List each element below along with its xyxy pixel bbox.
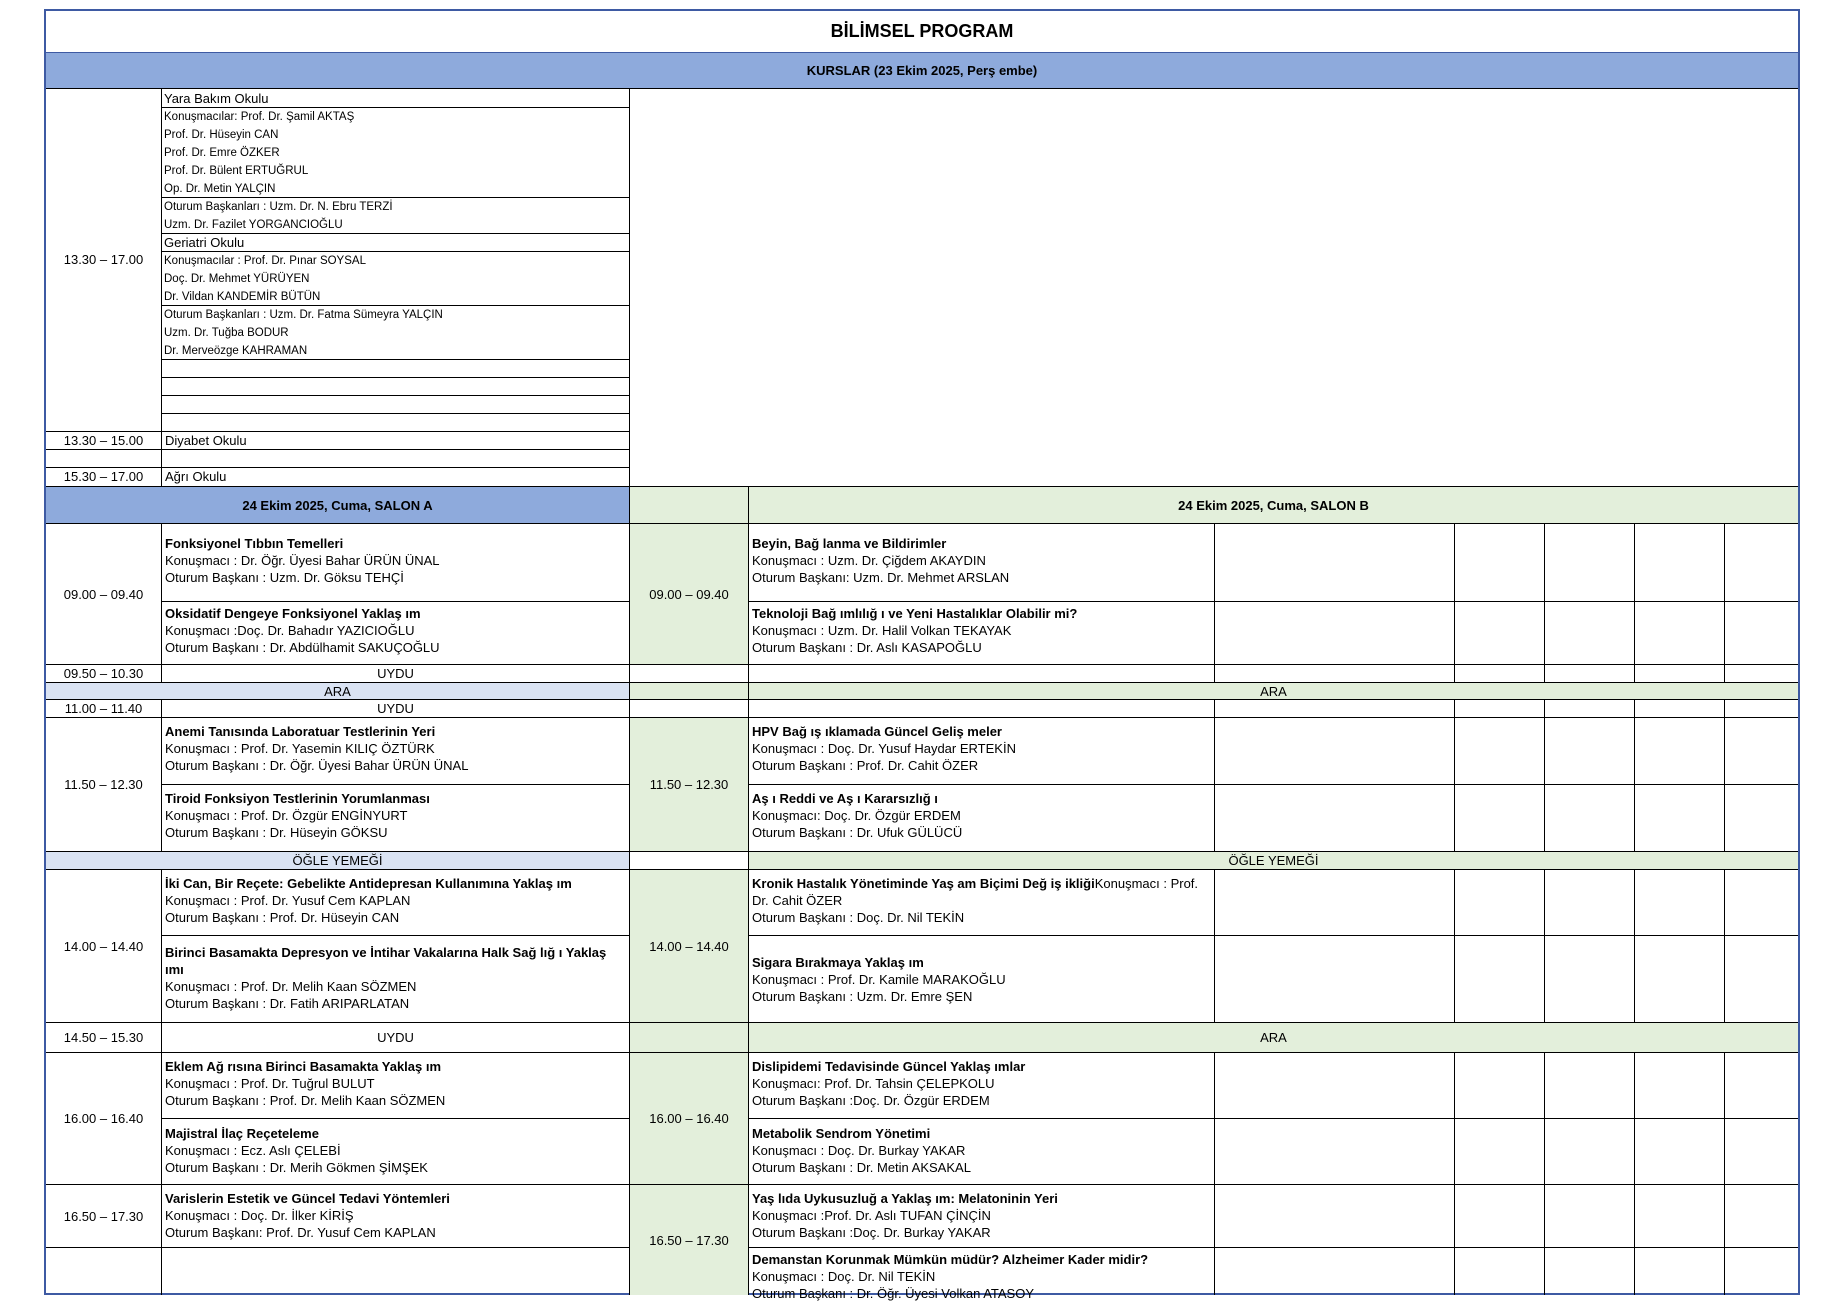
- session-a6: Birinci Basamakta Depresyon ve İntihar Vakalarına Halk Sağ lığ ı Yaklaş ımı Konuşmacı : Prof. Dr. Melih Kaan SÖZMEN Oturum Başkanı : Dr. Fatih ARIPARLATAN: [165, 945, 607, 1011]
- slot2-time: 11.50 – 12.30: [64, 777, 143, 792]
- page-title: BİLİMSEL PROGRAM: [46, 11, 1798, 53]
- course-line: Uzm. Dr. Fazilet YORGANCIOĞLU: [164, 219, 343, 231]
- session-a9: Varislerin Estetik ve Güncel Tedavi Yöntemleri Konuşmacı : Doç. Dr. İlker KİRİŞ Oturum Başkanı: Prof. Dr. Yusuf Cem KAPLAN: [165, 1191, 450, 1240]
- session-b5: Kronik Hastalık Yönetiminde Yaş am Biçimi Değ iş ikliğiKonuşmacı : Prof. Dr. Cahit ÖZER Oturum Başkanı : Doç. Dr. Nil TEKİN: [752, 876, 1199, 925]
- program-table: [44, 9, 1800, 1301]
- slot5-time: 16.50 – 17.30: [63, 1208, 144, 1224]
- session-b3: HPV Bağ ış ıklamada Güncel Geliş meler Konuşmacı : Doç. Dr. Yusuf Haydar ERTEKİN Oturum Başkanı : Prof. Dr. Cahit ÖZER: [752, 724, 1016, 773]
- course-line: Prof. Dr. Hüseyin CAN: [164, 129, 279, 141]
- course-line: Prof. Dr. Emre ÖZKER: [164, 147, 280, 159]
- course-line: Konuşmacılar : Prof. Dr. Pınar SOYSAL: [164, 255, 366, 267]
- session-a4: Tiroid Fonksiyon Testlerinin Yorumlanması Konuşmacı : Prof. Dr. Özgür ENGİNYURT Oturum Başkanı : Dr. Hüseyin GÖKSU: [165, 791, 430, 840]
- diyabet-label: Diyabet Okulu: [165, 433, 247, 448]
- slot5-time-b: 16.50 – 17.30: [649, 1232, 729, 1248]
- uydu2-label: UYDU: [377, 701, 414, 716]
- ara-a: ARA: [46, 683, 629, 699]
- lunch-b: ÖĞLE YEMEĞİ: [749, 852, 1798, 869]
- course-line: Dr. Merveözge KAHRAMAN: [164, 345, 308, 357]
- session-a8: Majistral İlaç Reçeteleme Konuşmacı : Ecz. Aslı ÇELEBİ Oturum Başkanı : Dr. Merih Gökmen ŞİMŞEK: [165, 1126, 428, 1175]
- course-line: Dr. Vildan KANDEMİR BÜTÜN: [164, 291, 321, 303]
- session-a1: Fonksiyonel Tıbbın Temelleri Konuşmacı : Dr. Öğr. Üyesi Bahar ÜRÜN ÜNAL Oturum Başkanı : Uzm. Dr. Göksu TEHÇİ: [165, 536, 440, 585]
- session-b8: Metabolik Sendrom Yönetimi Konuşmacı : Doç. Dr. Burkay YAKAR Oturum Başkanı : Dr. Metin AKSAKAL: [752, 1126, 971, 1175]
- courses-header: KURSLAR (23 Ekim 2025, Perş embe): [46, 53, 1798, 89]
- session-b7: Dislipidemi Tedavisinde Güncel Yaklaş ımlar Konuşmacı: Prof. Dr. Tahsin ÇELEPKOLU Oturum Başkanı :Doç. Dr. Özgür ERDEM: [752, 1059, 1026, 1108]
- uydu2-time: 11.00 – 11.40: [64, 701, 143, 716]
- course-line: Prof. Dr. Bülent ERTUĞRUL: [164, 165, 309, 177]
- slot3-time: 14.00 – 14.40: [63, 938, 144, 954]
- slot1-time-b: 09.00 – 09.40: [649, 586, 729, 602]
- course-line: Op. Dr. Metin YALÇIN: [164, 183, 276, 195]
- slot4-time-b: 16.00 – 16.40: [649, 1111, 729, 1126]
- uydu1-label: UYDU: [377, 666, 414, 681]
- slot4-time: 16.00 – 16.40: [63, 1111, 144, 1126]
- course-line: Uzm. Dr. Tuğba BODUR: [164, 327, 289, 339]
- session-b10: Demanstan Korunmak Mümkün müdür? Alzheimer Kader midir? Konuşmacı : Doç. Dr. Nil TEKİN Oturum Başkanı : Dr. Öğr. Üyesi Volkan ATASOY: [752, 1252, 1149, 1301]
- session-b4: Aş ı Reddi ve Aş ı Kararsızlığ ı Konuşmacı: Doç. Dr. Özgür ERDEM Oturum Başkanı : Dr. Ufuk GÜLÜCÜ: [752, 791, 963, 840]
- course-line: Konuşmacılar: Prof. Dr. Şamil AKTAŞ: [164, 111, 355, 123]
- agri-label: Ağrı Okulu: [165, 469, 227, 484]
- course-line: Doç. Dr. Mehmet YÜRÜYEN: [164, 273, 310, 285]
- lunch-a: ÖĞLE YEMEĞİ: [46, 852, 629, 869]
- session-a2: Oksidatif Dengeye Fonksiyonel Yaklaş ım Konuşmacı :Doç. Dr. Bahadır YAZICIOĞLU Oturum Başkanı : Dr. Abdülhamit SAKUÇOĞLU: [165, 606, 440, 655]
- salon-b-header: 24 Ekim 2025, Cuma, SALON B: [749, 487, 1798, 523]
- slot2-time-b: 11.50 – 12.30: [649, 777, 729, 792]
- session-a5: İki Can, Bir Reçete: Gebelikte Antidepresan Kullanımına Yaklaş ım Konuşmacı : Prof. Dr. Yusuf Cem KAPLAN Oturum Başkanı : Prof. Dr. Hüseyin CAN: [165, 876, 572, 925]
- uydu3-label: UYDU: [377, 1030, 414, 1045]
- session-b6: Sigara Bırakmaya Yaklaş ım Konuşmacı : Prof. Dr. Kamile MARAKOĞLU Oturum Başkanı : Uzm. Dr. Emre ŞEN: [752, 955, 1006, 1004]
- session-a3: Anemi Tanısında Laboratuar Testlerinin Yeri Konuşmacı : Prof. Dr. Yasemin KILIÇ ÖZTÜRK Oturum Başkanı : Dr. Öğr. Üyesi Bahar ÜRÜN ÜNAL: [165, 724, 469, 773]
- ara-b: ARA: [749, 683, 1798, 699]
- session-a7: Eklem Ağ rısına Birinci Basamakta Yaklaş ım Konuşmacı : Prof. Dr. Tuğrul BULUT Oturum Başkanı : Prof. Dr. Melih Kaan SÖZMEN: [165, 1059, 446, 1108]
- course-line: Oturum Başkanları : Uzm. Dr. N. Ebru TERZİ: [164, 201, 393, 213]
- courses-time: 13.30 – 17.00: [63, 251, 144, 267]
- session-b9: Yaş lıda Uykusuzluğ a Yaklaş ım: Melatoninin Yeri Konuşmacı :Prof. Dr. Aslı TUFAN ÇİNÇİN Oturum Başkanı :Doç. Dr. Burkay YAKAR: [752, 1191, 1058, 1240]
- salon-a-header: 24 Ekim 2025, Cuma, SALON A: [46, 487, 629, 523]
- course-line: Yara Bakım Okulu: [164, 91, 269, 106]
- agri-time: 15.30 – 17.00: [63, 468, 144, 484]
- ara-b2: ARA: [749, 1023, 1798, 1052]
- courses-list: [162, 90, 629, 360]
- course-line: Geriatri Okulu: [164, 235, 245, 250]
- session-b1: Beyin, Bağ lanma ve Bildirimler Konuşmacı : Uzm. Dr. Çiğdem AKAYDIN Oturum Başkanı: Uzm. Dr. Mehmet ARSLAN: [752, 536, 1010, 585]
- course-line: Oturum Başkanları : Uzm. Dr. Fatma Sümeyra YALÇIN: [164, 309, 443, 321]
- slot3-time-b: 14.00 – 14.40: [649, 938, 729, 954]
- time-col-spacer: [630, 487, 748, 523]
- diyabet-time: 13.30 – 15.00: [63, 432, 144, 448]
- session-b2: Teknoloji Bağ ımlılığ ı ve Yeni Hastalıklar Olabilir mi? Konuşmacı : Uzm. Dr. Halil Volkan TEKAYAK Oturum Başkanı : Dr. Aslı KASAPOĞLU: [752, 606, 1078, 655]
- uydu3-time: 14.50 – 15.30: [63, 1030, 144, 1045]
- uydu1-time: 09.50 – 10.30: [63, 666, 144, 681]
- slot1-time: 09.00 – 09.40: [63, 586, 144, 602]
